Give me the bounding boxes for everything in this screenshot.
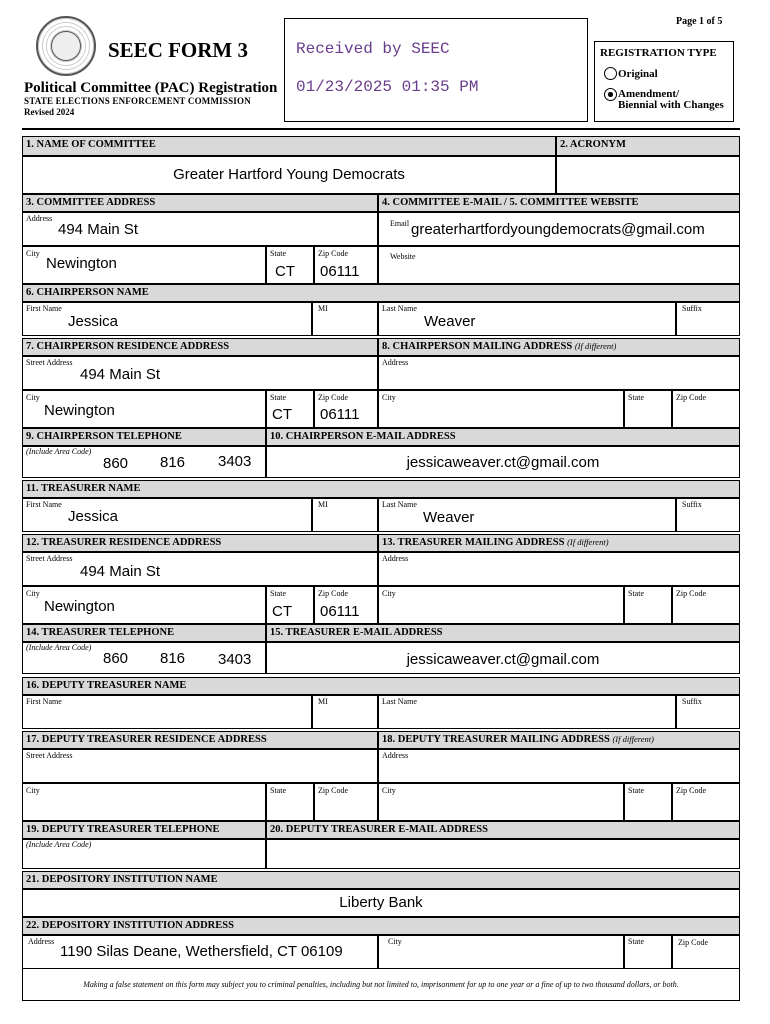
depository-address-value: 1190 Silas Deane, Wethersfield, CT 06109 — [60, 943, 343, 960]
mailing-address-label: Address — [382, 554, 409, 563]
chair-street-field[interactable] — [22, 356, 378, 390]
chair-state-value: CT — [272, 406, 292, 423]
section-header-deputy-mailing — [378, 731, 740, 749]
deputy-mailing-title: 18. DEPUTY TREASURER MAILING ADDRESS — [382, 734, 610, 745]
footer-border-right — [739, 969, 740, 1001]
suffix-label: Suffix — [682, 697, 702, 706]
section-header-treas-email: 15. TREASURER E-MAIL ADDRESS — [266, 624, 740, 642]
zip-label: Zip Code — [676, 393, 706, 402]
section-header-chair-mailing — [378, 338, 740, 356]
registration-type-title: REGISTRATION TYPE — [600, 47, 717, 59]
treas-city-value: Newington — [44, 598, 115, 615]
seec-seal-logo — [36, 16, 96, 76]
city-label: City — [382, 393, 396, 402]
if-different-note: (If different) — [574, 341, 617, 351]
email-label: Email — [390, 219, 410, 228]
last-name-label: Last Name — [382, 304, 417, 313]
city-label: City — [26, 249, 40, 258]
treas-first-name-value: Jessica — [68, 508, 119, 525]
address-label: Address — [26, 214, 53, 223]
mailing-address-label: Address — [382, 751, 409, 760]
state-label: State — [270, 589, 286, 598]
received-stamp-box — [284, 18, 588, 122]
zip-label: Zip Code — [318, 589, 348, 598]
section-header-chair-phone: 9. CHAIRPERSON TELEPHONE — [22, 428, 266, 446]
deputy-mailing-address-field[interactable] — [378, 749, 740, 783]
treas-phone-area: 860 — [103, 650, 129, 667]
city-label: City — [382, 786, 396, 795]
revision-date: Revised 2024 — [24, 107, 75, 117]
section-header-treas-phone: 14. TREASURER TELEPHONE — [22, 624, 266, 642]
depository-name-value: Liberty Bank — [339, 894, 423, 911]
website-label: Website — [390, 252, 416, 261]
penalty-disclaimer: Making a false statement on this form may subject you to criminal penalties, including but not limited to, imprisonment for up to one year or a fine of up to two thousand dollars, or both. — [83, 980, 679, 989]
radio-amendment-label-2: Biennial with Changes — [618, 99, 724, 111]
deputy-last-name-field[interactable] — [378, 695, 676, 729]
area-code-note: (Include Area Code) — [26, 840, 92, 849]
section-header-depository-address: 22. DEPOSITORY INSTITUTION ADDRESS — [22, 917, 740, 935]
last-name-label: Last Name — [382, 500, 417, 509]
chair-phone-area: 860 — [103, 455, 129, 472]
treas-street-field[interactable] — [22, 552, 378, 586]
state-label: State — [270, 393, 286, 402]
city-label: City — [26, 786, 40, 795]
depository-city-field[interactable] — [378, 935, 624, 969]
section-header-chair-residence: 7. CHAIRPERSON RESIDENCE ADDRESS — [22, 338, 378, 356]
section-header-deputy-residence: 17. DEPUTY TREASURER RESIDENCE ADDRESS — [22, 731, 378, 749]
deputy-first-name-field[interactable] — [22, 695, 312, 729]
street-address-label: Street Address — [26, 554, 73, 563]
committee-name-value: Greater Hartford Young Democrats — [173, 166, 405, 183]
section-header-chair-email: 10. CHAIRPERSON E-MAIL ADDRESS — [266, 428, 740, 446]
state-label: State — [628, 589, 644, 598]
area-code-note: (Include Area Code) — [26, 447, 92, 456]
first-name-label: First Name — [26, 304, 62, 313]
zip-label: Zip Code — [318, 393, 348, 402]
committee-city-value: Newington — [46, 255, 117, 272]
form-subtitle: Political Committee (PAC) Registration — [24, 80, 278, 96]
treas-phone-line: 3403 — [218, 651, 252, 668]
city-label: City — [26, 589, 40, 598]
chair-mailing-title: 8. CHAIRPERSON MAILING ADDRESS — [382, 341, 573, 352]
city-label: City — [388, 937, 402, 946]
mi-label: MI — [318, 697, 328, 706]
first-name-label: First Name — [26, 500, 62, 509]
treas-state-value: CT — [272, 603, 292, 620]
treas-first-name-field[interactable] — [22, 498, 312, 532]
area-code-note: (Include Area Code) — [26, 643, 92, 652]
state-label: State — [270, 249, 286, 258]
section-header-chairperson-name: 6. CHAIRPERSON NAME — [22, 284, 740, 302]
deputy-city-field[interactable] — [22, 783, 266, 821]
if-different-note: (If different) — [567, 537, 609, 547]
state-label: State — [628, 786, 644, 795]
treas-street-value: 494 Main St — [80, 563, 161, 580]
treas-phone-prefix: 816 — [160, 650, 186, 667]
deputy-mailing-city-field[interactable] — [378, 783, 624, 821]
section-header-deputy-phone: 19. DEPUTY TREASURER TELEPHONE — [22, 821, 266, 839]
treas-zip-value: 06111 — [320, 603, 360, 620]
chair-zip-value: 06111 — [320, 406, 360, 423]
street-address-label: Street Address — [26, 358, 73, 367]
header-divider — [22, 128, 740, 130]
mi-label: MI — [318, 304, 328, 313]
section-header-committee-address: 3. COMMITTEE ADDRESS — [22, 194, 378, 212]
treas-mailing-address-field[interactable] — [378, 552, 740, 586]
zip-label: Zip Code — [318, 249, 348, 258]
committee-email-value: greaterhartfordyoungdemocrats@gmail.com — [411, 221, 705, 238]
chair-phone-line: 3403 — [218, 453, 252, 470]
chair-city-value: Newington — [44, 402, 115, 419]
treas-mailing-title: 13. TREASURER MAILING ADDRESS — [382, 537, 565, 548]
first-name-label: First Name — [26, 697, 62, 706]
state-label: State — [628, 393, 644, 402]
chair-first-name-value: Jessica — [68, 313, 119, 330]
section-header-depository-name: 21. DEPOSITORY INSTITUTION NAME — [22, 871, 740, 889]
received-stamp-text: Received by SEEC — [296, 40, 450, 58]
address-label: Address — [28, 937, 55, 946]
treas-last-name-value: Weaver — [423, 509, 475, 526]
footer-border-left — [22, 969, 23, 1001]
section-header-deputy-email: 20. DEPUTY TREASURER E-MAIL ADDRESS — [266, 821, 740, 839]
zip-label: Zip Code — [318, 786, 348, 795]
chair-street-value: 494 Main St — [80, 366, 161, 383]
state-label: State — [270, 786, 286, 795]
mi-label: MI — [318, 500, 328, 509]
radio-original[interactable] — [604, 67, 617, 80]
treas-email-value: jessicaweaver.ct@gmail.com — [406, 651, 600, 668]
section-header-treasurer-name: 11. TREASURER NAME — [22, 480, 740, 498]
committee-address-value: 494 Main St — [58, 221, 139, 238]
zip-label: Zip Code — [676, 589, 706, 598]
chair-mailing-city-field[interactable] — [378, 390, 624, 428]
suffix-label: Suffix — [682, 304, 702, 313]
zip-label: Zip Code — [676, 786, 706, 795]
zip-label: Zip Code — [678, 938, 708, 947]
acronym-field[interactable] — [556, 156, 740, 194]
form-title: SEEC FORM 3 — [108, 38, 249, 62]
chair-phone-prefix: 816 — [160, 454, 186, 471]
committee-state-value: CT — [275, 263, 295, 280]
chair-first-name-field[interactable] — [22, 302, 312, 336]
deputy-street-field[interactable] — [22, 749, 378, 783]
suffix-label: Suffix — [682, 500, 702, 509]
chair-mailing-address-field[interactable] — [378, 356, 740, 390]
radio-amendment-label: Amendment/ — [618, 88, 680, 100]
page-number: Page 1 of 5 — [676, 16, 723, 27]
city-label: City — [382, 589, 396, 598]
state-label: State — [628, 937, 644, 946]
last-name-label: Last Name — [382, 697, 417, 706]
mailing-address-label: Address — [382, 358, 409, 367]
footer-divider — [22, 1000, 740, 1001]
section-header-treas-residence: 12. TREASURER RESIDENCE ADDRESS — [22, 534, 378, 552]
street-address-label: Street Address — [26, 751, 73, 760]
agency-name: STATE ELECTIONS ENFORCEMENT COMMISSION — [24, 96, 251, 106]
deputy-email-field[interactable] — [266, 839, 740, 869]
treas-mailing-city-field[interactable] — [378, 586, 624, 624]
radio-original-label: Original — [618, 68, 658, 80]
chair-email-value: jessicaweaver.ct@gmail.com — [406, 454, 600, 471]
if-different-note: (If different) — [612, 734, 654, 744]
received-stamp-datetime: 01/23/2025 01:35 PM — [296, 78, 479, 96]
section-header-committee-name: 1. NAME OF COMMITTEE — [22, 136, 556, 156]
chair-last-name-field[interactable] — [378, 302, 676, 336]
city-label: City — [26, 393, 40, 402]
section-header-acronym: 2. ACRONYM — [556, 136, 740, 156]
committee-website-field[interactable] — [378, 246, 740, 284]
section-header-treas-mailing — [378, 534, 740, 552]
committee-zip-value: 06111 — [320, 263, 360, 280]
radio-amendment[interactable] — [604, 88, 617, 101]
section-header-deputy-name: 16. DEPUTY TREASURER NAME — [22, 677, 740, 695]
section-header-committee-email-website: 4. COMMITTEE E-MAIL / 5. COMMITTEE WEBSITE — [378, 194, 740, 212]
chair-last-name-value: Weaver — [424, 313, 476, 330]
